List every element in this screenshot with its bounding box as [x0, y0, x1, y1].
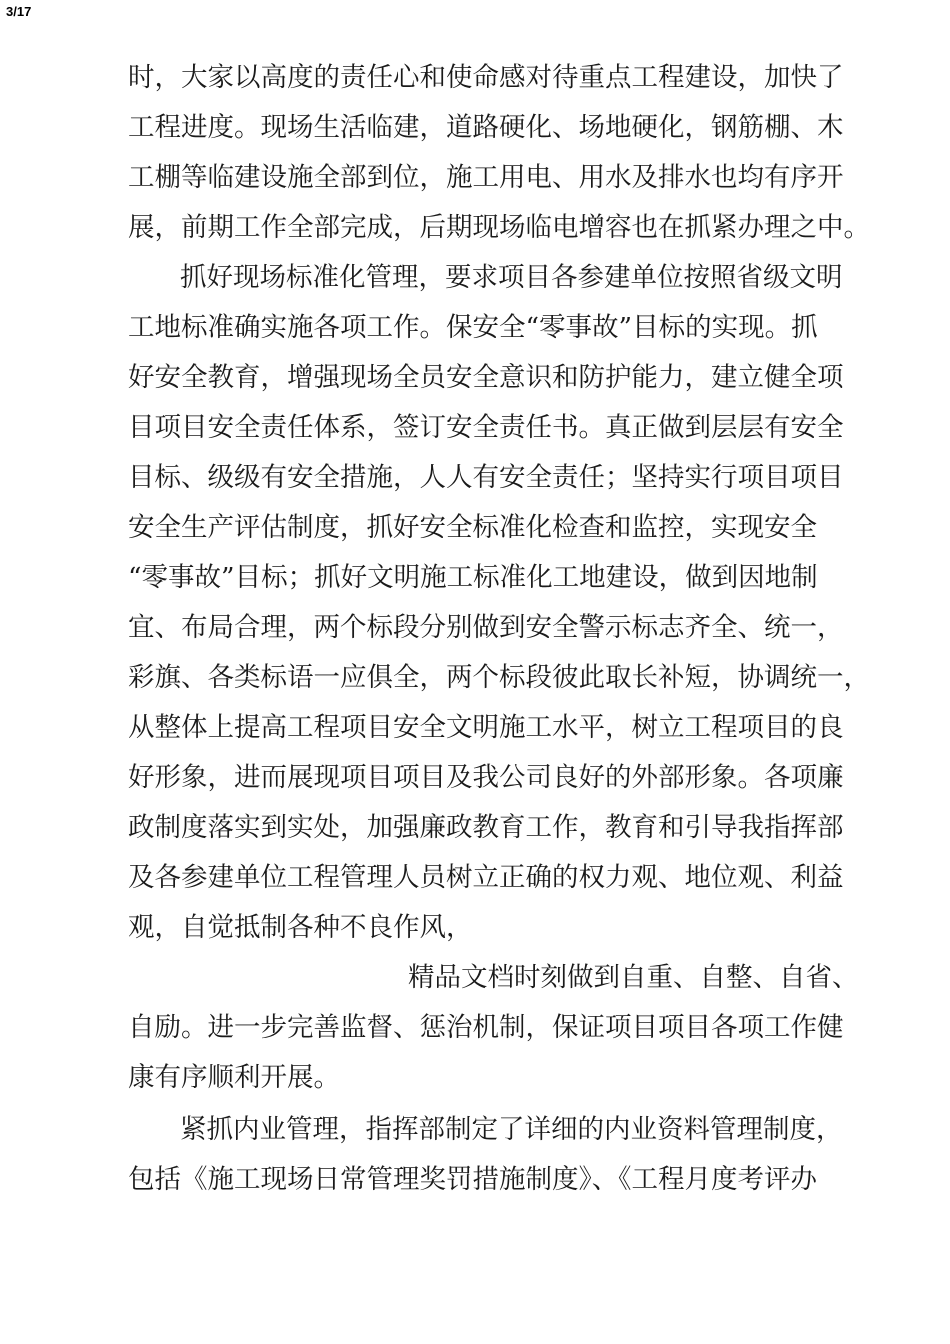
text-line: 包括《施工现场日常管理奖罚措施制度》、《工程月度考评办	[128, 1164, 817, 1195]
text-line: 目标、级级有安全措施，人人有安全责任；坚持实行项目项目	[128, 462, 844, 493]
text-line: 及各参建单位工程管理人员树立正确的权力观、地位观、利益	[128, 862, 844, 893]
text-line: 从整体上提高工程项目安全文明施工水平，树立工程项目的良	[128, 712, 844, 743]
text-line: 目项目安全责任体系，签订安全责任书。真正做到层层有安全	[128, 412, 844, 443]
text-line: 安全生产评估制度，抓好安全标准化检查和监控，实现安全	[128, 512, 817, 543]
text-line: 自励。进一步完善监督、惩治机制，保证项目项目各项工作健	[128, 1012, 844, 1043]
text-line: 精品文档时刻做到自重、自整、自省、	[408, 962, 859, 993]
text-line: 彩旗、各类标语一应俱全，两个标段彼此取长补短，协调统一，	[128, 662, 870, 693]
text-line: 康有序顺利开展。	[128, 1062, 340, 1093]
text-line: 紧抓内业管理，指挥部制定了详细的内业资料管理制度，	[180, 1114, 843, 1145]
page-number: 3/17	[6, 4, 32, 19]
text-line: 观，自觉抵制各种不良作风，	[128, 912, 473, 943]
text-line: 工程进度。现场生活临建，道路硬化、场地硬化，钢筋棚、木	[128, 112, 844, 143]
text-line: 时，大家以高度的责任心和使命感对待重点工程建设，加快了	[128, 62, 844, 93]
text-line: 抓好现场标准化管理，要求项目各参建单位按照省级文明	[180, 262, 843, 293]
text-line: 好安全教育，增强现场全员安全意识和防护能力，建立健全项	[128, 362, 844, 393]
text-line: 宜、布局合理，两个标段分别做到安全警示标志齐全、统一，	[128, 612, 844, 643]
text-line: 工棚等临建设施全部到位，施工用电、用水及排水也均有序开	[128, 162, 844, 193]
text-line: 展，前期工作全部完成，后期现场临电增容也在抓紧办理之中。	[128, 212, 870, 243]
text-line: “零事故”目标；抓好文明施工标准化工地建设，做到因地制	[128, 562, 818, 593]
text-line: 好形象，进而展现项目项目及我公司良好的外部形象。各项廉	[128, 762, 844, 793]
text-line: 工地标准确实施各项工作。保安全“零事故”目标的实现。抓	[128, 312, 818, 343]
text-line: 政制度落实到实处，加强廉政教育工作，教育和引导我指挥部	[128, 812, 844, 843]
